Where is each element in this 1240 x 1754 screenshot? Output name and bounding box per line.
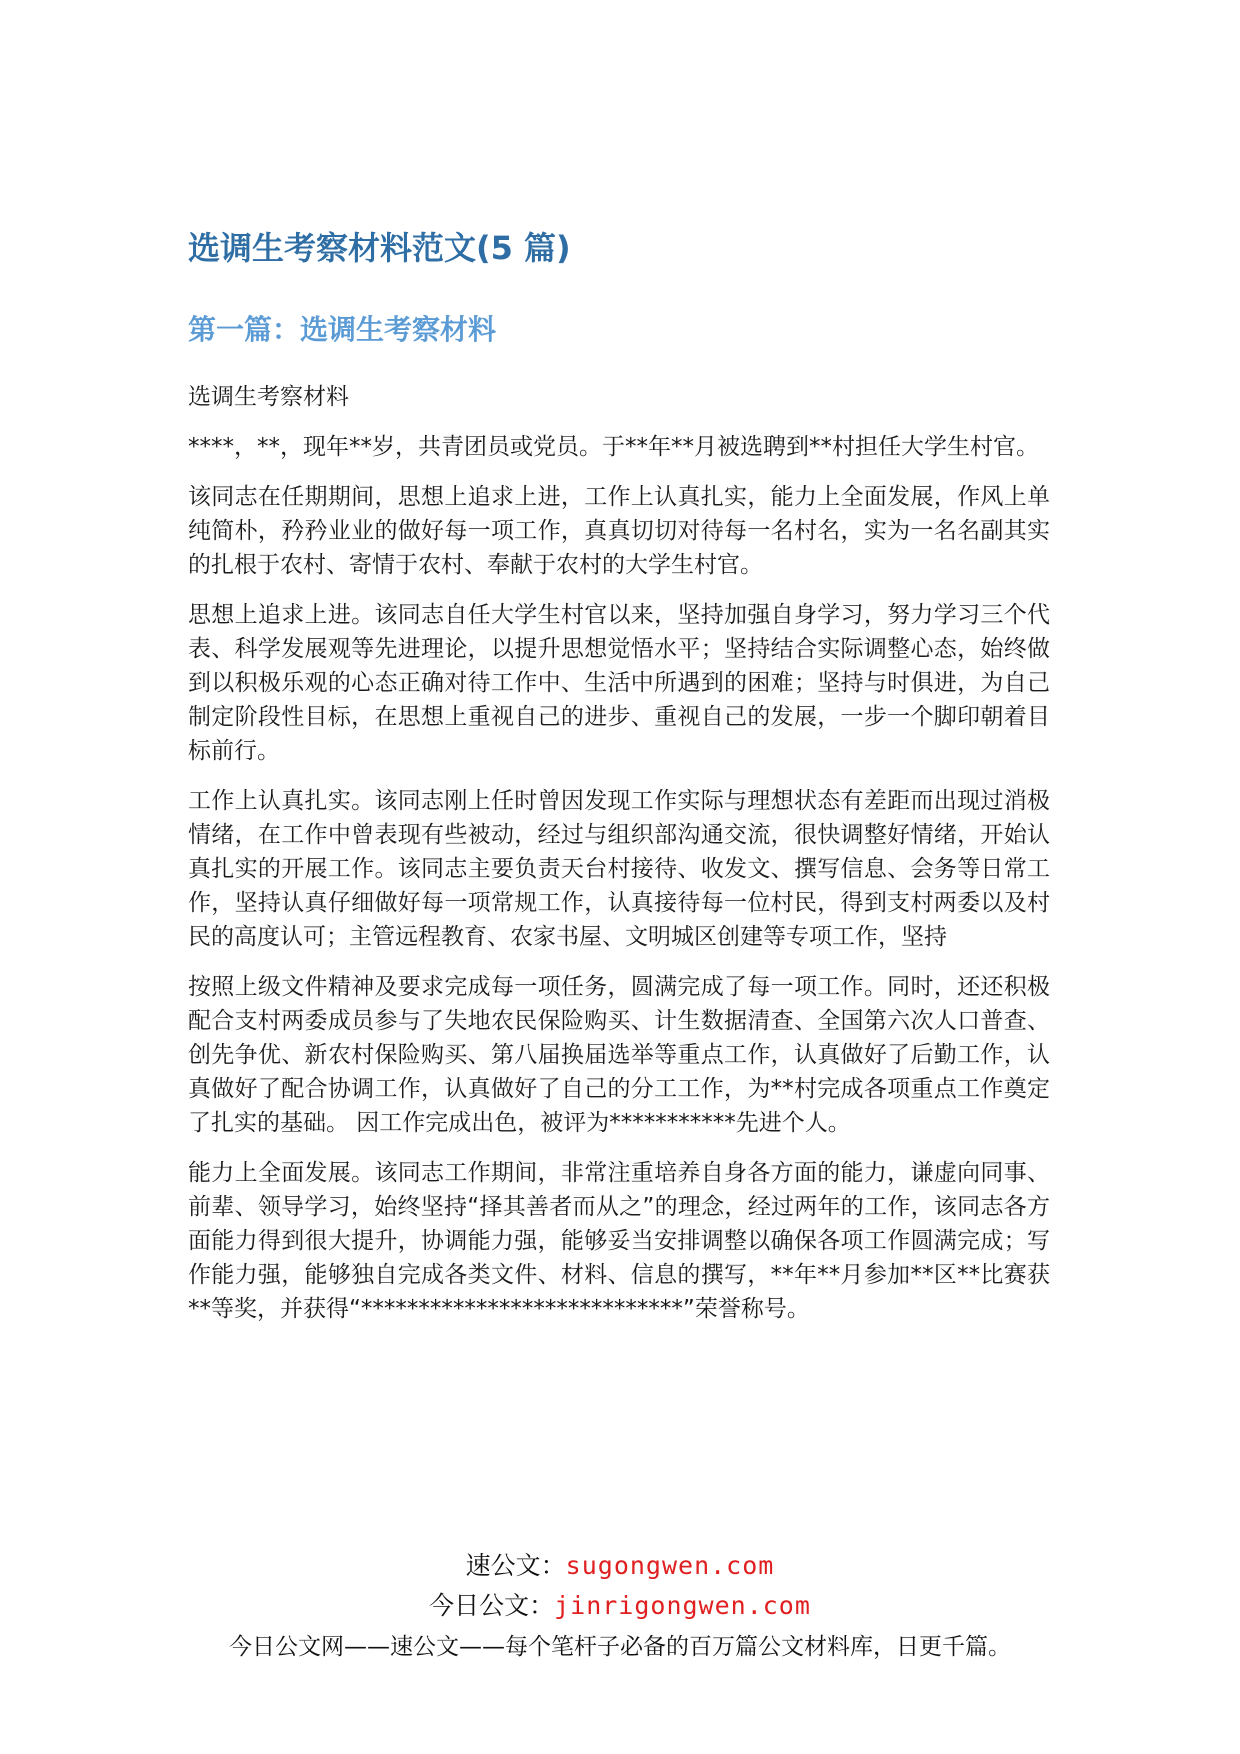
- sub-title: 选调生考察材料: [188, 384, 349, 410]
- sugongwen-link[interactable]: sugongwen.com: [565, 1551, 775, 1580]
- paragraph: 该同志在任期期间，思想上追求上进，工作上认真扎实，能力上全面发展，作风上单纯简朴，矜矜业业的做好每一项工作，真真切切对待每一名村名，实为一名名副其实的扎根于农村、寄情于农村、奉献于农村的大学生村官。: [188, 484, 1050, 578]
- document-title: 选调生考察材料范文(5 篇): [188, 229, 571, 267]
- footer-label-jinrigongwen: 今日公文：: [429, 1591, 555, 1620]
- section-title: 第一篇：选调生考察材料: [188, 313, 497, 346]
- jinrigongwen-link[interactable]: jinrigongwen.com: [554, 1591, 811, 1620]
- footer-label-sugongwen: 速公文：: [465, 1551, 566, 1580]
- paragraph: ****，**，现年**岁，共青团员或党员。于**年**月被选聘到**村担任大学生村官。: [188, 434, 1039, 460]
- paragraph: 按照上级文件精神及要求完成每一项任务，圆满完成了每一项工作。同时，还还积极配合支村两委成员参与了失地农民保险购买、计生数据清查、全国第六次人口普查、创先争优、新农村保险购买、第八届换届选举等重点工作，认真做好了后勤工作，认真做好了配合协调工作，认真做好了自己的分工工作，为**村完成各项重点工作奠定了扎实的基础。 因工作完成出色，被评为***********先进个人。: [188, 974, 1050, 1136]
- footer-tagline: 今日公文网——速公文——每个笔杆子必备的百万篇公文材料库，日更千篇。: [229, 1634, 1011, 1660]
- footer-sugongwen: [0, 1546, 1240, 1586]
- paragraph: 能力上全面发展。该同志工作期间，非常注重培养自身各方面的能力，谦虚向同事、前辈、领导学习，始终坚持“择其善者而从之”的理念，经过两年的工作，该同志各方面能力得到很大提升，协调能力强，能够妥当安排调整以确保各项工作圆满完成；写作能力强，能够独自完成各类文件、材料、信息的撰写，**年**月参加**区**比赛获**等奖，并获得“****************************”荣誉称号。: [188, 1160, 1050, 1322]
- paragraph: 思想上追求上进。该同志自任大学生村官以来，坚持加强自身学习，努力学习三个代表、科学发展观等先进理论，以提升思想觉悟水平；坚持结合实际调整心态，始终做到以积极乐观的心态正确对待工作中、生活中所遇到的困难；坚持与时俱进，为自己制定阶段性目标，在思想上重视自己的进步、重视自己的发展，一步一个脚印朝着目标前行。: [188, 602, 1050, 764]
- document-body: [188, 226, 1050, 1326]
- paragraph: 工作上认真扎实。该同志刚上任时曾因发现工作实际与理想状态有差距而出现过消极情绪，在工作中曾表现有些被动，经过与组织部沟通交流，很快调整好情绪，开始认真扎实的开展工作。该同志主要负责天台村接待、收发文、撰写信息、会务等日常工作，坚持认真仔细做好每一项常规工作，认真接待每一位村民，得到支村两委以及村民的高度认可；主管远程教育、农家书屋、文明城区创建等专项工作，坚持: [188, 788, 1050, 950]
- footer-jinrigongwen: [0, 1586, 1240, 1626]
